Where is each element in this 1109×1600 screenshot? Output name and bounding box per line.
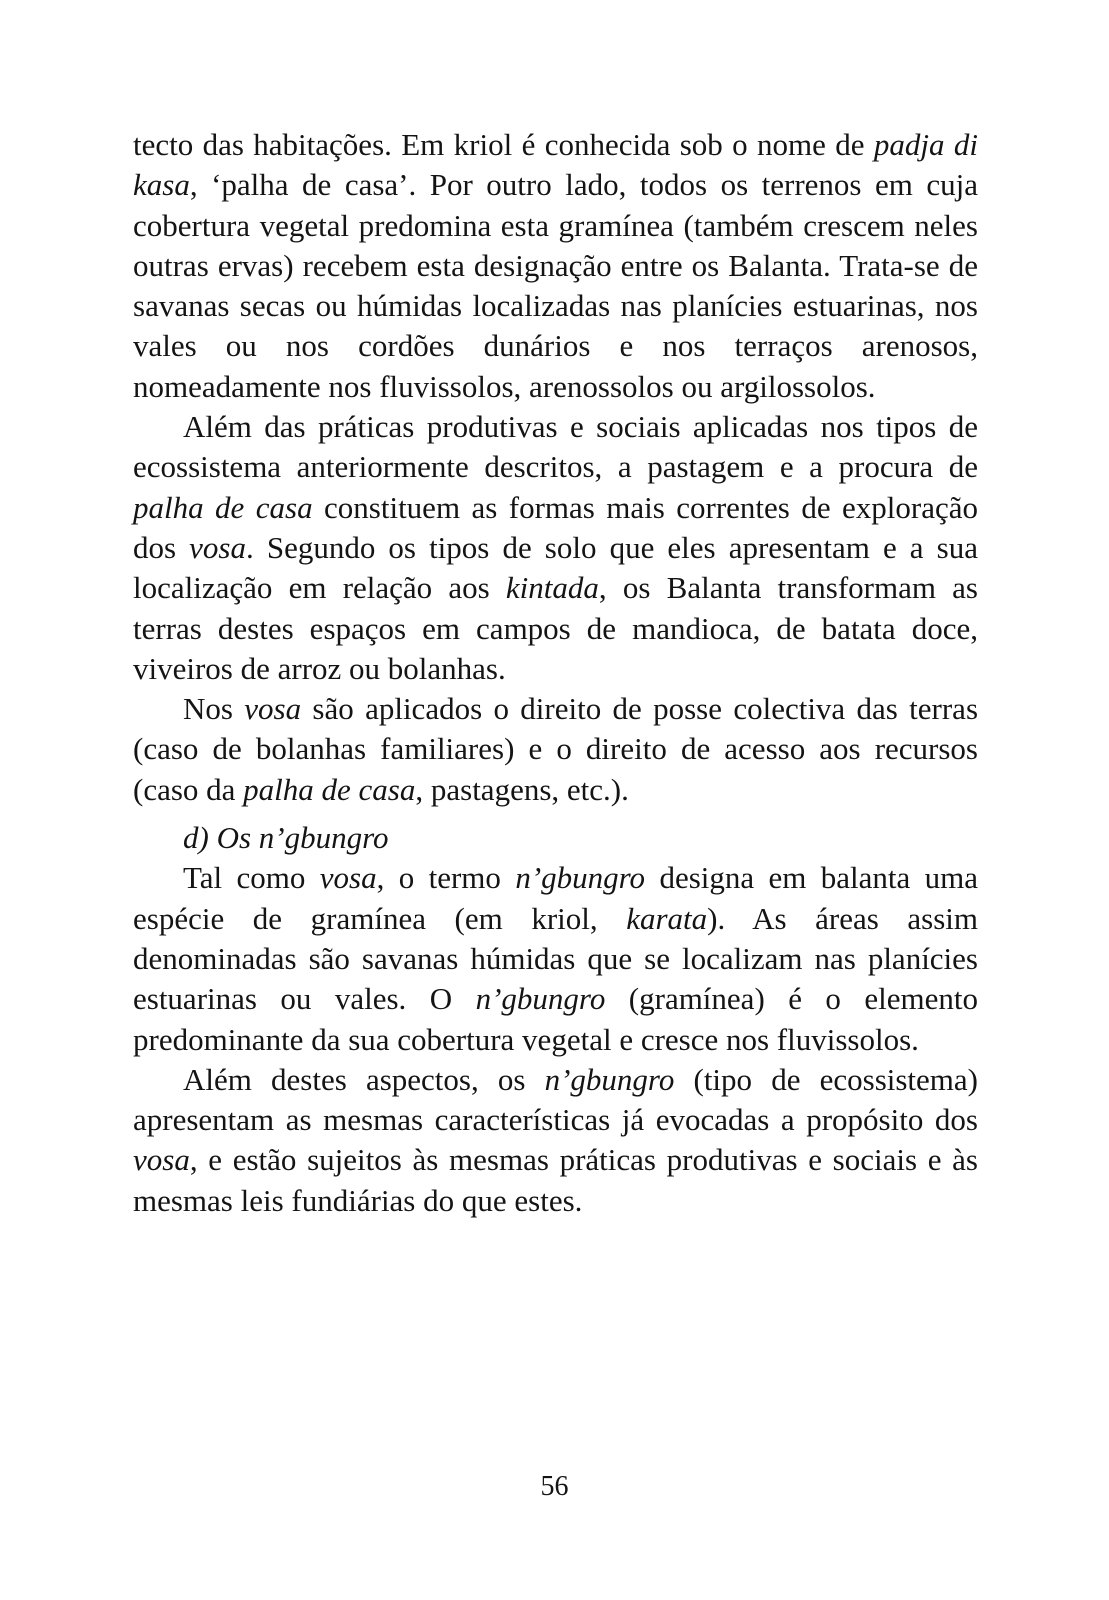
- text-run: , o termo: [376, 860, 516, 896]
- text-run: (gramínea) é o elemento predominante da sua cobertura vegetal e cresce nos fluvissolos.: [133, 981, 978, 1057]
- text-run: são aplicados o direito de posse colectiva das terras (caso de bolanhas familiares) e o direito de acesso aos recursos (caso da: [133, 691, 979, 807]
- italic-term: palha de casa: [133, 489, 313, 525]
- paragraph-2: [133, 407, 978, 689]
- paragraph-5: [133, 1060, 978, 1221]
- italic-term: vosa: [244, 691, 302, 727]
- text-run: , e estão sujeitos às mesmas práticas produtivas e sociais e às mesmas leis fundiárias do que estes.: [133, 1142, 978, 1218]
- text-run: tecto das habitações. Em kriol é conhecida sob o nome de: [133, 127, 874, 162]
- italic-term: karata: [626, 900, 708, 936]
- italic-term: padja di kasa: [133, 127, 978, 203]
- text-run: Além destes aspectos, os: [183, 1061, 545, 1097]
- italic-term: vosa: [189, 529, 246, 565]
- text-run: ). As áreas assim denominadas são savanas húmidas que se localizam nas planícies estuarinas ou vales. O: [133, 900, 978, 1017]
- italic-term: n’gbungro: [515, 860, 646, 896]
- italic-term: palha de casa: [243, 771, 416, 807]
- text-run: (tipo de ecossistema) apresentam as mesmas características já evocadas a propósito dos: [133, 1061, 979, 1138]
- text-run: , os Balanta transformam as terras destes espaços em campos de mandioca, de batata doce, viveiros de arroz ou bolanhas.: [133, 570, 978, 686]
- italic-term: kintada: [505, 570, 599, 606]
- text-run: Nos: [183, 691, 245, 727]
- italic-term: vosa: [133, 1142, 190, 1178]
- page-body: [133, 125, 978, 1221]
- paragraph-3: [133, 689, 978, 810]
- paragraph-4: [133, 858, 978, 1059]
- italic-term: n’gbungro: [544, 1061, 675, 1097]
- text-run: constituem as formas mais correntes de exploração dos: [133, 489, 978, 565]
- text-run: . Segundo os tipos de solo que eles apresentam e a sua localização em relação aos: [133, 529, 978, 606]
- section-subheading: d) Os n’gbungro: [183, 820, 389, 856]
- italic-term: n’gbungro: [475, 981, 606, 1017]
- italic-term: vosa: [319, 860, 377, 896]
- text-run: designa em balanta uma espécie de gramínea (em kriol,: [133, 860, 979, 936]
- page-number: 56: [540, 1471, 569, 1502]
- text-run: , ‘palha de casa’. Por outro lado, todos os terrenos em cuja cobertura vegetal predomina esta gramínea (também crescem neles outras ervas) recebem esta designação entre os Balanta. Trata-se de savanas secas ou húmidas localizadas nas planícies estuarinas, nos vales ou nos cordões dunários e nos terraços arenosos, nomeadamente nos fluvissolos, arenossolos ou argilossolos.: [133, 167, 978, 404]
- text-run: Além das práticas produtivas e sociais aplicadas nos tipos de ecossistema anteriormente descritos, a pastagem e a procura de: [133, 409, 978, 485]
- text-run: , pastagens, etc.).: [415, 771, 629, 807]
- text-run: Tal como: [183, 860, 320, 896]
- paragraph-1: [133, 125, 978, 407]
